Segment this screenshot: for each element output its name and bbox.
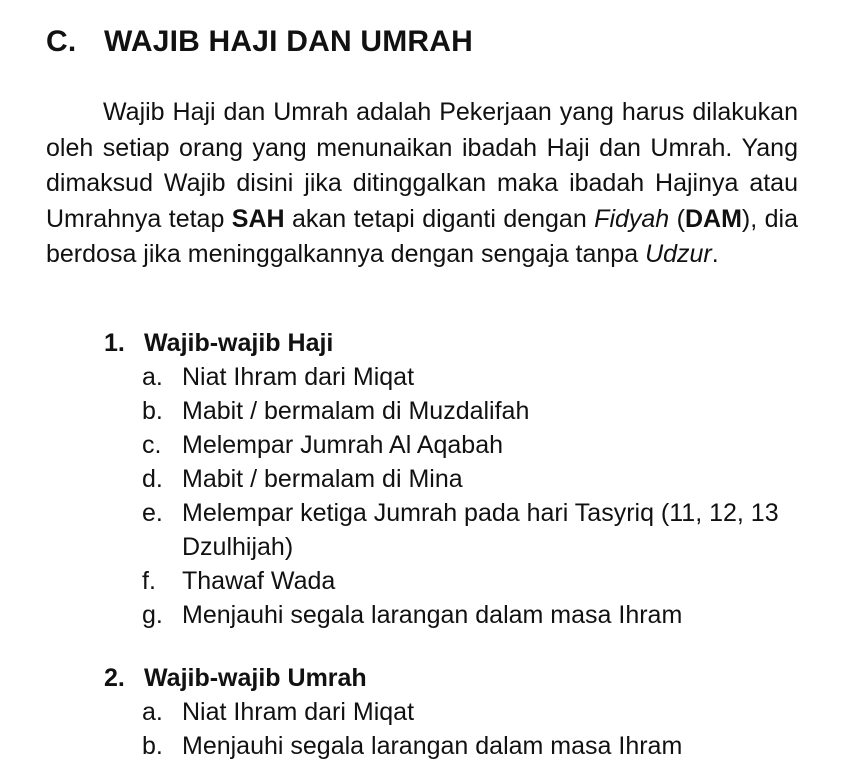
list-wajib-umrah (104, 661, 804, 763)
list-number: 1. (104, 329, 125, 357)
item-letter: b. (142, 397, 163, 425)
intro-text-part2: akan tetapi diganti dengan (284, 204, 595, 233)
item-letter: d. (142, 465, 163, 493)
section-heading (46, 22, 473, 62)
list-item (142, 496, 804, 564)
item-text: Menjauhi segala larangan dalam masa Ihram (182, 601, 683, 629)
intro-udzur-italic: Udzur (645, 240, 712, 268)
item-text: Melempar Jumrah Al Aqabah (182, 431, 504, 459)
item-letter: f. (142, 567, 156, 595)
item-letter: g. (142, 601, 163, 629)
intro-text-part1: Wajib Haji dan Umrah adalah Pekerjaan yang harus dilakukan oleh setiap orang yang menunaikan ibadah Haji dan Umrah. Yang dimaksud Wajib disini jika ditinggalkan maka ibadah Hajinya atau Umrahnya tetap (46, 98, 798, 233)
intro-sah-bold: SAH (231, 204, 285, 233)
list-item (142, 428, 804, 462)
section-title: WAJIB HAJI DAN UMRAH (104, 25, 474, 58)
list-item (142, 360, 804, 394)
list-title (104, 661, 804, 695)
intro-text-part3: ( (669, 204, 685, 233)
item-text: Niat Ihram dari Miqat (182, 698, 415, 726)
intro-text-part5: . (711, 240, 719, 268)
list-wajib-haji (104, 326, 804, 632)
item-text: Niat Ihram dari Miqat (182, 363, 415, 391)
list-item (142, 695, 804, 729)
intro-paragraph (46, 95, 798, 273)
item-letter: e. (142, 499, 163, 527)
item-text: Mabit / bermalam di Muzdalifah (182, 397, 530, 425)
list-item (142, 564, 804, 598)
intro-dam-bold: DAM (684, 204, 742, 233)
item-text: Mabit / bermalam di Mina (182, 465, 463, 493)
list-item (142, 462, 804, 496)
item-letter: a. (142, 698, 163, 726)
list-title-text: Wajib-wajib Umrah (144, 664, 367, 692)
list-title-text: Wajib-wajib Haji (144, 329, 334, 357)
item-list (104, 360, 804, 632)
list-item (142, 394, 804, 428)
item-letter: b. (142, 732, 163, 760)
item-letter: c. (142, 431, 162, 459)
list-item (142, 598, 804, 632)
list-number: 2. (104, 664, 125, 692)
intro-text-part4: ), dia berdosa jika meninggalkannya dengan sengaja tanpa (46, 204, 798, 268)
item-list (104, 695, 804, 763)
list-item (142, 729, 804, 763)
section-letter: C. (46, 25, 77, 58)
item-text: Melempar ketiga Jumrah pada hari Tasyriq (11, 12, 13 Dzulhijah) (182, 499, 779, 561)
intro-fidyah-italic: Fidyah (594, 204, 670, 233)
list-title (104, 326, 804, 360)
item-text: Thawaf Wada (182, 567, 336, 595)
item-letter: a. (142, 363, 163, 391)
item-text: Menjauhi segala larangan dalam masa Ihram (182, 732, 683, 760)
